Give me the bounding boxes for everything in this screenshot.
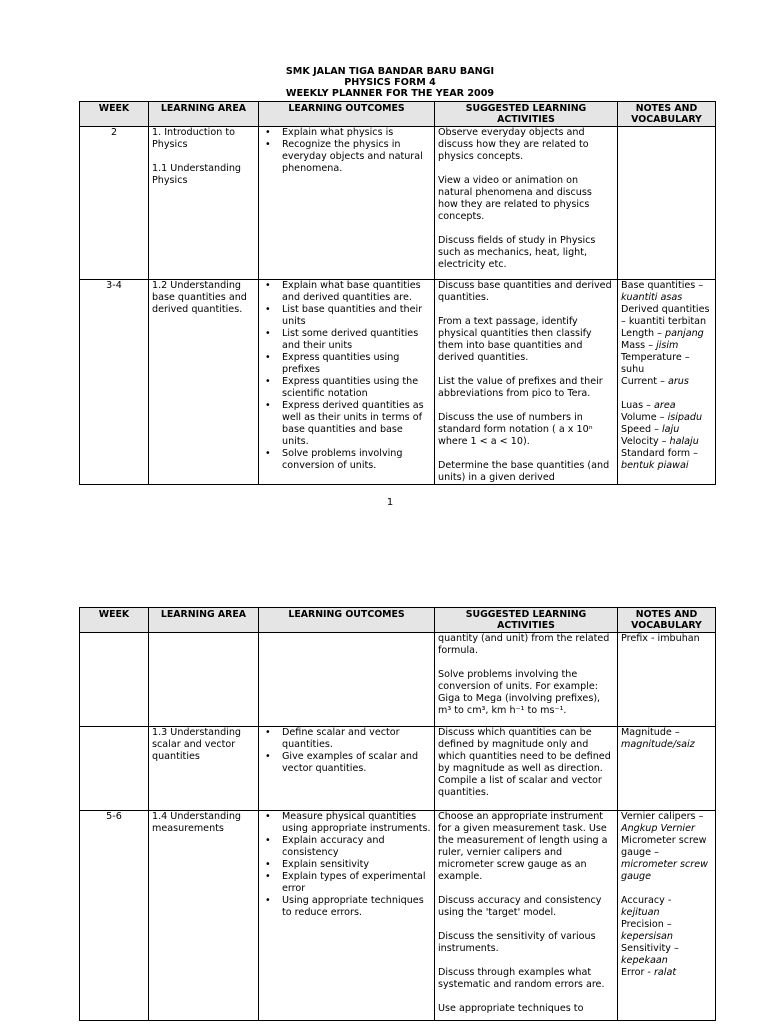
learning-outcomes-cell [259, 727, 435, 811]
learning-outcomes-cell [259, 811, 435, 1021]
col-header-week: WEEK [80, 102, 149, 127]
vocabulary-malay: ralat [653, 967, 677, 978]
learning-area-cell [149, 811, 259, 1021]
planner-title: WEEKLY PLANNER FOR THE YEAR 2009 [285, 88, 495, 99]
header-row [80, 608, 716, 633]
vocabulary-entry [621, 352, 712, 376]
col-header-learning-outcomes: LEARNING OUTCOMES [259, 102, 435, 127]
activity-paragraph: Discuss the sensitivity of various instruments. [438, 931, 596, 954]
vocabulary-entry [621, 943, 712, 967]
vocabulary-term: Luas – [621, 400, 655, 411]
notes-cell [618, 633, 716, 727]
outcome-item: • Measure physical quantities using appropriate instruments. [262, 811, 431, 835]
activity-paragraph: Discuss base quantities and derived quantities. [438, 280, 612, 303]
week-cell [80, 633, 149, 727]
col-header-suggested-activities: SUGGESTED LEARNING ACTIVITIES [435, 608, 618, 633]
spacer [621, 883, 712, 895]
outcome-item: • Explain what base quantities and derived quantities are. [262, 280, 431, 304]
vocabulary-term: Precision – [621, 919, 672, 930]
vocabulary-malay: Angkup Vernier [621, 823, 695, 834]
learning-outcomes-cell [259, 280, 435, 485]
activity-paragraph: From a text passage, identify physical quantities then classify them into base quantities and derived quantities. [438, 316, 592, 363]
vocabulary-malay: micrometer screw gauge [621, 859, 708, 882]
school-name: SMK JALAN TIGA BANDAR BARU BANGI [285, 66, 495, 77]
vocabulary-entry [621, 633, 712, 645]
vocabulary-entry [621, 919, 712, 943]
activity-paragraph: Discuss the use of numbers in standard form notation ( a x 10ⁿ where 1 < a < 10). [438, 412, 593, 447]
outcomes-list [262, 280, 431, 472]
notes-cell [618, 127, 716, 280]
vocabulary-malay: panjang [665, 328, 704, 339]
activities-cell [435, 280, 618, 485]
vocabulary-entry [621, 895, 712, 919]
activity-paragraph: Discuss accuracy and consistency using the 'target' model. [438, 895, 602, 918]
vocabulary-term: Error - [621, 967, 654, 978]
col-header-learning-area: LEARNING AREA [149, 608, 259, 633]
vocabulary-term: Standard form – [621, 448, 698, 459]
vocabulary-malay: area [654, 400, 676, 411]
vocabulary-term: Prefix - imbuhan [621, 633, 700, 644]
activity-paragraph: Observe everyday objects and discuss how they are related to physics concepts. [438, 127, 589, 162]
outcome-item: • Explain types of experimental error [262, 871, 431, 895]
vocabulary-malay: laju [661, 424, 680, 435]
vocabulary-term: Speed – [621, 424, 662, 435]
vocabulary-term: Volume – [621, 412, 668, 423]
outcome-item: • Express derived quantities as well as their units in terms of base quantities and base units. [262, 400, 431, 448]
vocabulary-entry [621, 304, 712, 328]
vocabulary-term: Velocity – [621, 436, 670, 447]
vocabulary-term: Magnitude – [621, 727, 680, 738]
learning-area-cell [149, 280, 259, 485]
vocabulary-entry [621, 727, 712, 751]
activity-paragraph: Discuss which quantities can be defined by magnitude only and which quantities need to be defined by magnitude as well as direction. Compile a list of scalar and vector quantities. [438, 727, 611, 798]
week-cell [80, 727, 149, 811]
vocabulary-term: Accuracy - [621, 895, 672, 906]
col-header-notes-vocabulary: NOTES AND VOCABULARY [618, 608, 716, 633]
page-number: 1 [386, 497, 394, 508]
vocabulary-malay: jisim [656, 340, 679, 351]
spacer [621, 388, 712, 400]
activity-paragraph: Use appropriate techniques to [438, 1003, 584, 1014]
subject-name: PHYSICS FORM 4 [344, 77, 436, 88]
vocabulary-entry [621, 340, 712, 352]
activity-paragraph: Choose an appropriate instrument for a given measurement task. Use the measurement of length using a ruler, vernier calipers and micrometer screw gauge as an example. [438, 811, 608, 882]
vocabulary-malay: isipadu [667, 412, 703, 423]
vocabulary-term: Derived quantities – kuantiti terbitan [621, 304, 710, 327]
vocabulary-term: Temperature – suhu [621, 352, 690, 375]
vocabulary-malay: kepersisan [621, 931, 674, 942]
vocabulary-entry [621, 280, 712, 304]
outcome-item: • Solve problems involving conversion of units. [262, 448, 431, 472]
vocabulary-term: Current – [621, 376, 668, 387]
outcomes-list [262, 727, 431, 775]
activities-cell [435, 727, 618, 811]
header-row [80, 102, 716, 127]
learning-outcomes-cell [259, 127, 435, 280]
learning-area-text: 1.4 Understanding measurements [152, 811, 241, 834]
vocabulary-term: Sensitivity – [621, 943, 679, 954]
outcome-item: • Explain what physics is [262, 127, 431, 139]
document-title [0, 66, 768, 99]
outcome-item: • Explain sensitivity [262, 859, 431, 871]
vocabulary-malay: kuantiti asas [621, 292, 683, 303]
vocabulary-entry [621, 400, 712, 412]
col-header-learning-outcomes: LEARNING OUTCOMES [259, 608, 435, 633]
notes-cell [618, 811, 716, 1021]
learning-area-text: 1.3 Understanding scalar and vector quantities [152, 727, 241, 762]
learning-area-cell [149, 727, 259, 811]
planner-table-page-1 [79, 101, 716, 485]
vocabulary-term: Base quantities – [621, 280, 704, 291]
col-header-learning-area: LEARNING AREA [149, 102, 259, 127]
vocabulary-term: Micrometer screw gauge – [621, 835, 707, 858]
learning-area-text: 1. Introduction to Physics [152, 127, 235, 150]
vocabulary-entry [621, 448, 712, 472]
activity-paragraph: Solve problems involving the conversion of units. For example: Giga to Mega (involving prefixes), m³ to cm³, km h⁻¹ to ms⁻¹. [438, 669, 601, 716]
activity-paragraph: List the value of prefixes and their abbreviations from pico to Tera. [438, 376, 603, 399]
outcome-item: • List base quantities and their units [262, 304, 431, 328]
vocabulary-malay: magnitude/saiz [621, 739, 695, 750]
table-row [80, 127, 716, 280]
col-header-notes-vocabulary: NOTES AND VOCABULARY [618, 102, 716, 127]
table-row [80, 280, 716, 485]
learning-area-cell [149, 127, 259, 280]
vocabulary-entry [621, 328, 712, 340]
vocabulary-entry [621, 376, 712, 388]
activity-paragraph: Discuss fields of study in Physics such as mechanics, heat, light, electricity etc. [438, 235, 596, 270]
vocabulary-entry [621, 811, 712, 835]
vocabulary-entry [621, 835, 712, 883]
activities-cell [435, 127, 618, 280]
outcomes-list [262, 811, 431, 919]
outcome-item: • Define scalar and vector quantities. [262, 727, 431, 751]
outcome-item: • Express quantities using prefixes [262, 352, 431, 376]
outcome-item: • Recognize the physics in everyday objects and natural phenomena. [262, 139, 431, 175]
outcomes-list [262, 127, 431, 175]
learning-area-cell [149, 633, 259, 727]
table-row [80, 633, 716, 727]
vocabulary-malay: halaju [669, 436, 699, 447]
col-header-suggested-activities: SUGGESTED LEARNING ACTIVITIES [435, 102, 618, 127]
activity-paragraph: quantity (and unit) from the related formula. [438, 633, 610, 656]
learning-area-text: 1.2 Understanding base quantities and derived quantities. [152, 280, 247, 315]
activity-paragraph: Determine the base quantities (and units) in a given derived [438, 460, 610, 483]
week-cell: 5-6 [80, 811, 149, 1021]
vocabulary-entry [621, 967, 712, 979]
learning-outcomes-cell [259, 633, 435, 727]
outcome-item: • List some derived quantities and their units [262, 328, 431, 352]
vocabulary-entry [621, 412, 712, 424]
vocabulary-term: Length – [621, 328, 665, 339]
outcome-item: • Using appropriate techniques to reduce errors. [262, 895, 431, 919]
vocabulary-malay: kepekaan [621, 955, 668, 966]
week-cell: 2 [80, 127, 149, 280]
vocabulary-entry [621, 436, 712, 448]
activities-cell [435, 811, 618, 1021]
outcome-item: • Explain accuracy and consistency [262, 835, 431, 859]
outcome-item: • Give examples of scalar and vector quantities. [262, 751, 431, 775]
col-header-week: WEEK [80, 608, 149, 633]
activity-paragraph: View a video or animation on natural phenomena and discuss how they are related to physics concepts. [438, 175, 592, 222]
vocabulary-entry [621, 424, 712, 436]
outcome-item: • Express quantities using the scientific notation [262, 376, 431, 400]
spacer [152, 151, 255, 163]
week-cell: 3-4 [80, 280, 149, 485]
vocabulary-term: Mass – [621, 340, 657, 351]
vocabulary-term: Vernier calipers – [621, 811, 704, 822]
vocabulary-malay: kejituan [621, 907, 660, 918]
table-row [80, 811, 716, 1021]
vocabulary-malay: bentuk piawai [621, 460, 689, 471]
notes-cell [618, 727, 716, 811]
learning-area-text: 1.1 Understanding Physics [152, 163, 241, 186]
planner-table-page-2 [79, 607, 716, 1021]
activities-cell [435, 633, 618, 727]
vocabulary-malay: arus [667, 376, 689, 387]
table-row [80, 727, 716, 811]
notes-cell [618, 280, 716, 485]
activity-paragraph: Discuss through examples what systematic and random errors are. [438, 967, 605, 990]
